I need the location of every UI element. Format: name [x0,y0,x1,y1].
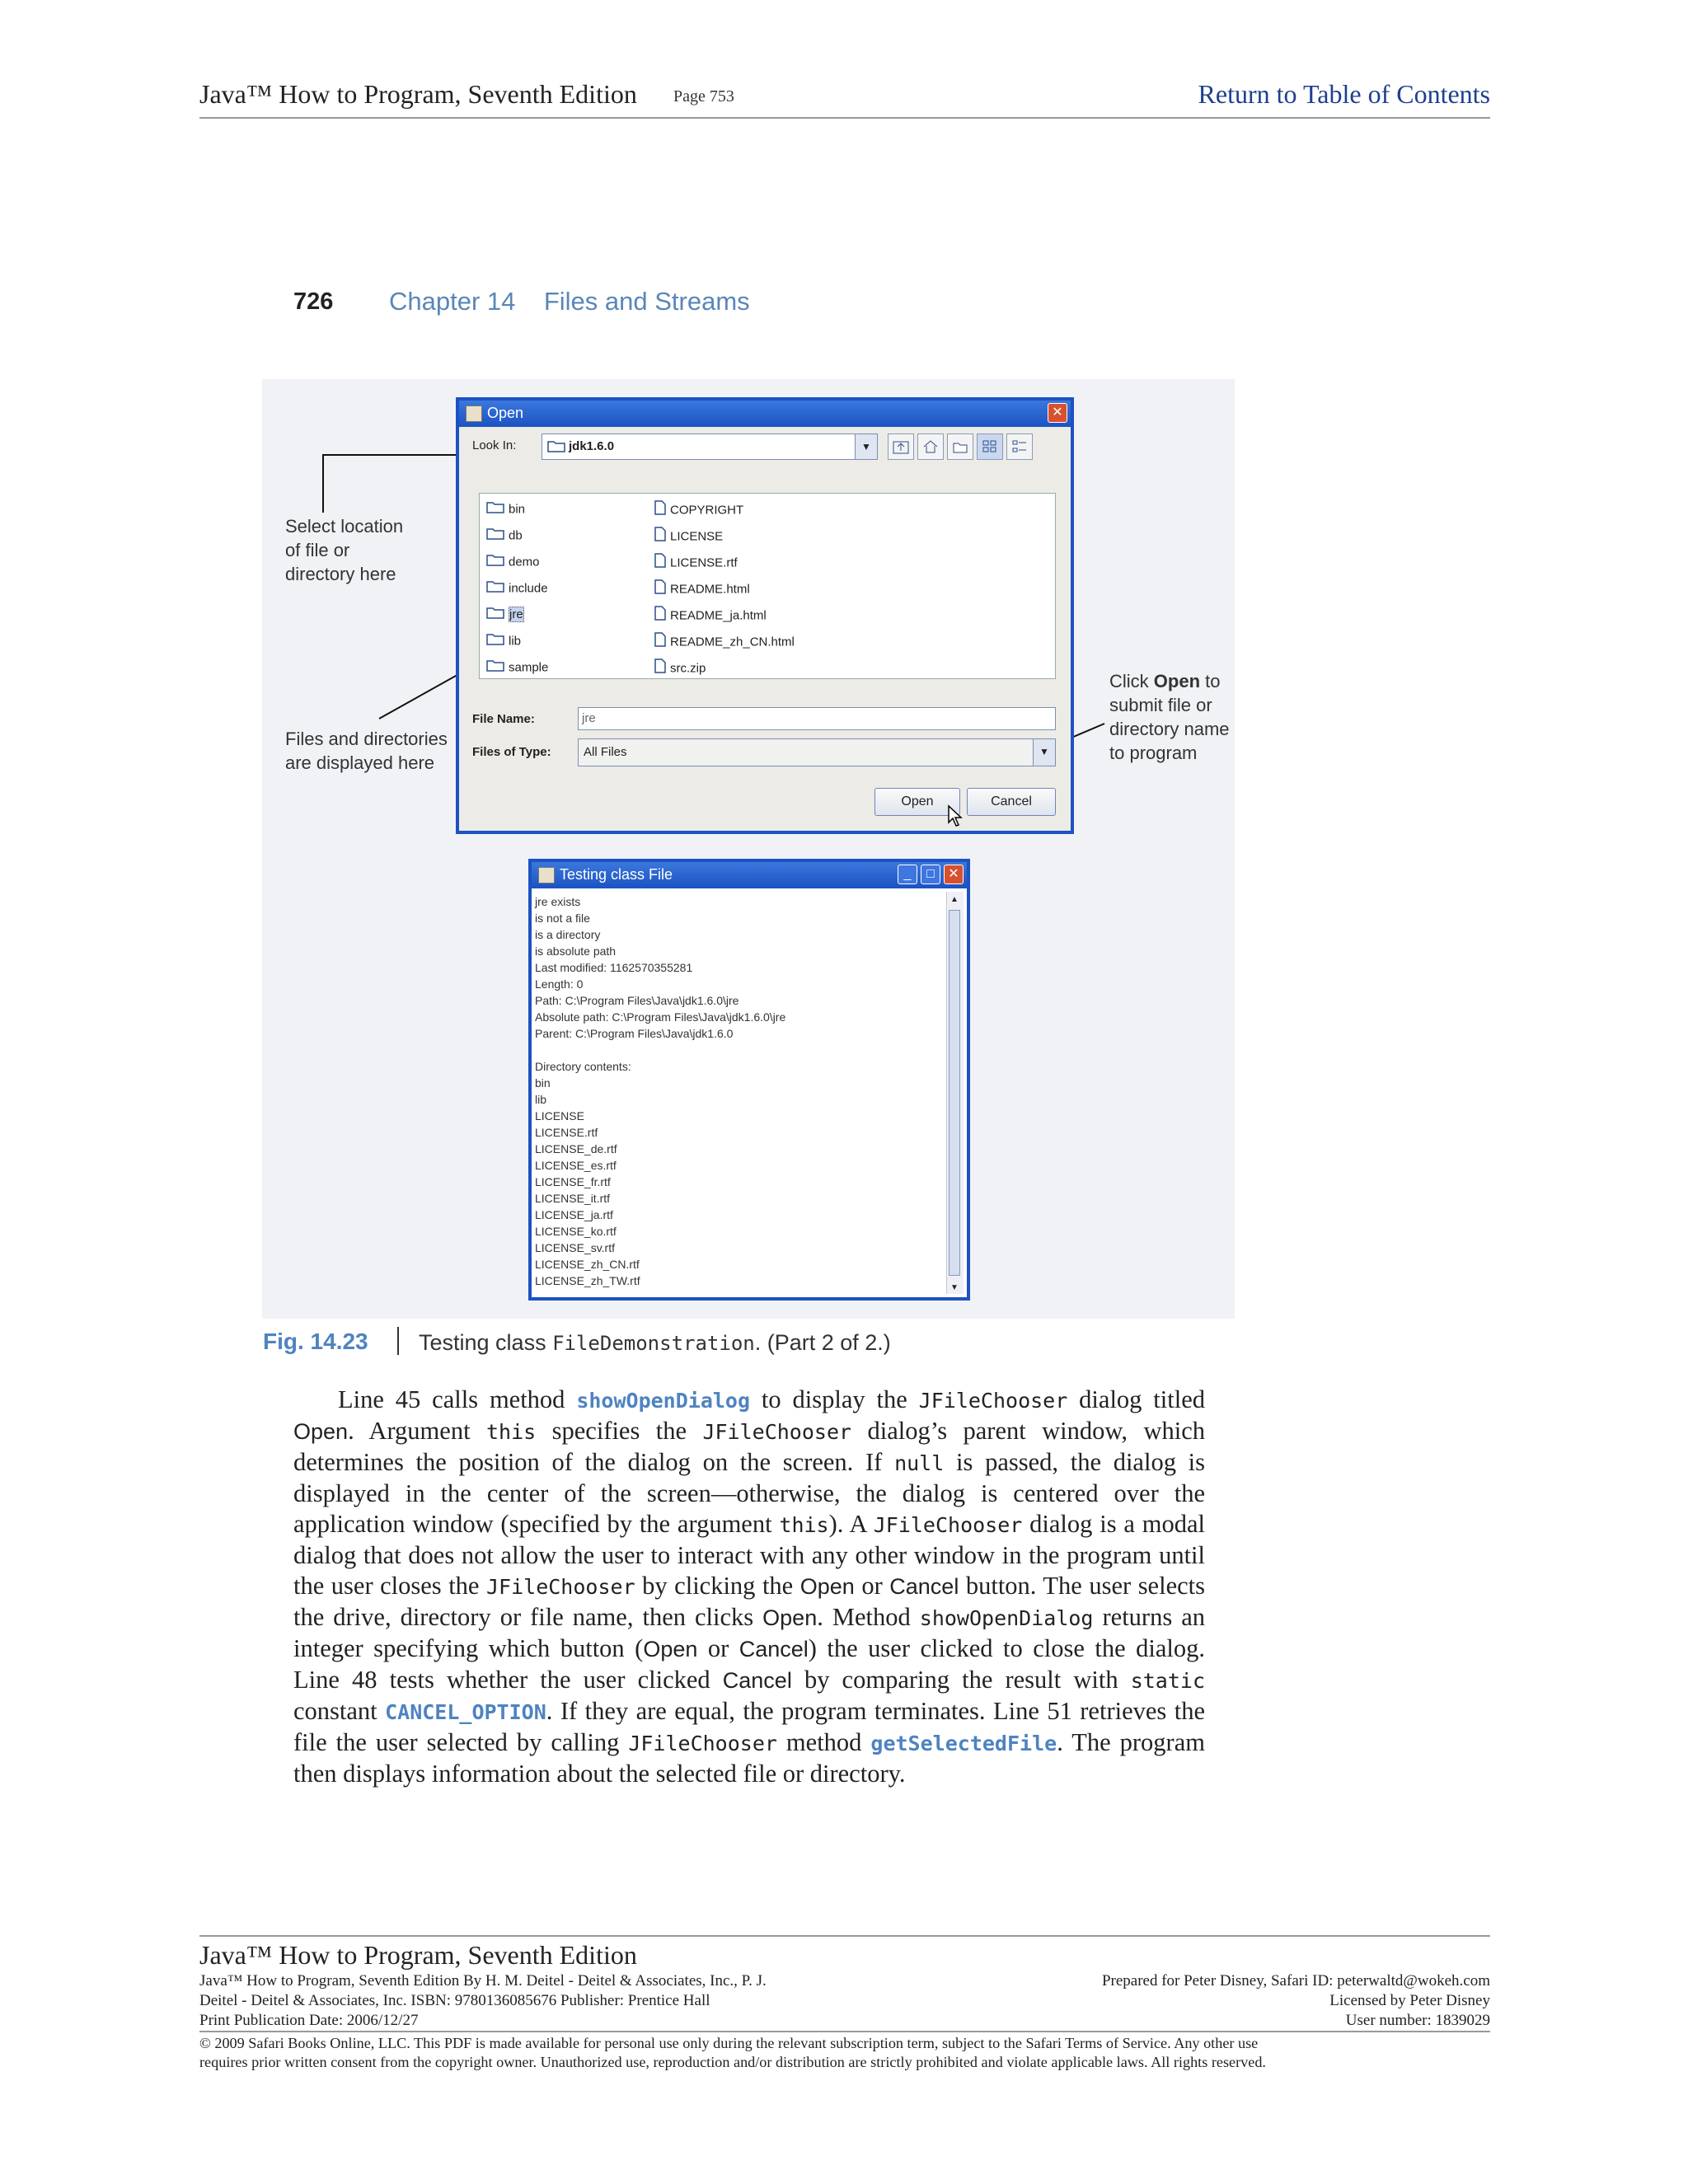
output-line: LICENSE_zh_CN.rtf [535,1258,640,1271]
file-item[interactable] [654,606,767,624]
file-item[interactable] [654,658,706,677]
footer-right-line: Prepared for Peter Disney, Safari ID: peterwaltd@wokeh.com [1101,1972,1490,1990]
folder-name: bin [509,502,526,517]
folder-item[interactable] [486,632,521,650]
output-line: LICENSE_ko.rtf [535,1225,617,1238]
chapter-title: Chapter 14 Files and Streams [389,287,750,316]
file-name: README.html [670,582,750,597]
callout-click-open-pre: Click [1109,671,1154,691]
toc-link[interactable]: Return to Table of Contents [1198,79,1490,109]
output-line: jre exists [535,895,581,908]
close-icon[interactable]: ✕ [944,865,964,884]
output-text-area[interactable] [535,893,939,1289]
testing-window [528,859,970,1301]
folder-item[interactable] [486,500,525,518]
output-line: LICENSE_zh_TW.rtf [535,1274,640,1287]
file-item[interactable] [654,553,738,571]
home-icon[interactable] [917,434,944,460]
file-type-label: Files of Type: [472,745,551,759]
up-one-level-icon[interactable] [888,434,914,460]
file-name: README_ja.html [670,608,767,623]
callout-files-dirs: Files and directories are displayed here [285,729,448,773]
file-icon [654,553,666,574]
folder-name: demo [509,555,540,569]
footer-right-line: Licensed by Peter Disney [1329,1992,1490,2009]
figure-caption [419,1330,891,1356]
output-line: LICENSE [535,1109,584,1122]
open-dialog-title: Open [487,405,524,421]
details-view-icon[interactable] [1006,434,1033,460]
folder-icon [486,658,504,677]
callout-click-open [1109,669,1241,765]
callout-select-location: Select location of file or directory here [285,516,404,584]
file-icon [654,579,666,600]
list-view-icon[interactable] [977,434,1003,460]
vertical-scrollbar[interactable] [946,892,964,1294]
footer-license-info [913,1971,1490,2031]
file-icon [654,606,666,626]
folder-name: lib [509,634,522,649]
file-name: src.zip [670,661,706,676]
testing-window-titlebar[interactable] [532,862,967,888]
footer-book-title: Java™ How to Program, Seventh Edition [199,1940,637,1970]
folder-icon [486,500,504,519]
file-icon [654,658,666,679]
header-page-label: Page 753 [673,87,734,105]
folder-item[interactable] [486,527,523,545]
copyright-line: requires prior written consent from the copyright owner. Unauthorized use, reproduction and/or distribution are strictly prohibited and violate applicable laws. All rights reserved. [199,2054,1266,2070]
folder-name: include [509,581,548,596]
output-line: LICENSE_ja.rtf [535,1208,613,1221]
footer-right-line: User number: 1839029 [1345,2012,1490,2029]
output-line: Length: 0 [535,977,584,991]
folder-icon [486,606,504,625]
output-line: is not a file [535,912,590,925]
body-paragraph: Line 45 calls method showOpenDialog to display the JFileChooser dialog titled Open. Argument this specifies the JFileChooser dialog’s parent window, which determines the position of the dialog on the screen. If null is passed, the dialog is displayed in the center of the screen—otherwise, the dialog is centered over the application window (specified by the argument this). A JFileChooser dialog is a modal dialog that does not allow the user to interact with any other window in the program until the user closes the JFileChooser by clicking the Open or Cancel button. The user selects the drive, directory or file name, then clicks Open. Method showOpenDialog returns an integer specifying which button (Open or Cancel) the user clicked to close the dialog. Line 48 tests whether the user clicked Cancel by comparing the result with static constant CANCEL_OPTION. If they are equal, the program terminates. Line 51 retrieves the file the user selected by calling JFileChooser method getSelectedFile. The program then displays information about the selected file or directory. [293,1385,1206,1788]
footer-left-line: Java™ How to Program, Seventh Edition By H. M. Deitel - Deitel & Associates, Inc., P. J. [199,1972,767,1990]
output-line: LICENSE_fr.rtf [535,1175,611,1188]
output-line: LICENSE_de.rtf [535,1142,617,1155]
file-name: LICENSE.rtf [670,555,738,570]
maximize-icon[interactable]: □ [921,865,940,884]
cancel-button[interactable]: Cancel [967,788,1056,816]
chevron-down-icon[interactable]: ▼ [1033,739,1055,766]
open-dialog-titlebar[interactable] [459,401,1071,427]
chevron-down-icon[interactable]: ▼ [855,434,877,459]
scroll-up-icon[interactable]: ▲ [950,895,959,904]
callout-click-open-bold: Open [1153,671,1201,691]
folder-name: jre [509,607,523,622]
footer-left-line: Print Publication Date: 2006/12/27 [199,2012,419,2029]
file-icon [654,527,666,547]
output-line: bin [535,1076,551,1090]
file-list[interactable] [479,493,1056,679]
folder-icon [486,632,504,651]
output-line: lib [535,1093,547,1106]
folder-icon [547,439,565,456]
open-dialog [456,397,1074,834]
output-line: LICENSE.rtf [535,1126,598,1139]
file-item[interactable] [654,527,723,545]
output-line: Parent: C:\Program Files\Java\jdk1.6.0 [535,1027,734,1040]
file-name-field[interactable]: jre [578,707,1056,730]
callout-click-open-post: to submit file or directory name to program [1109,671,1230,763]
look-in-combo[interactable] [542,434,878,460]
file-item[interactable] [654,579,750,598]
footer-copyright [199,2031,1490,2072]
folder-name: sample [509,660,549,675]
file-type-value: All Files [584,745,627,759]
file-name-label: File Name: [472,712,535,726]
folder-item[interactable] [486,606,524,624]
caption-divider [397,1327,399,1355]
new-folder-icon[interactable] [947,434,973,460]
close-icon[interactable]: ✕ [1048,403,1067,423]
folder-icon [486,553,504,572]
file-icon [654,632,666,653]
output-line: Directory contents: [535,1060,631,1073]
folder-item[interactable] [486,553,540,571]
output-line: LICENSE_sv.rtf [535,1241,615,1254]
file-icon [654,500,666,521]
testing-window-title: Testing class File [560,866,673,883]
folder-item[interactable] [486,658,548,677]
output-line: is a directory [535,928,601,941]
footer-publication-info [199,1971,941,2031]
output-line: Path: C:\Program Files\Java\jdk1.6.0\jre [535,994,739,1007]
copyright-line: © 2009 Safari Books Online, LLC. This PDF is made available for personal use only during the relevant subscription term, subject to the Safari Terms of Service. Any other use [199,2035,1259,2051]
folder-name: db [509,528,523,543]
output-line [535,1042,939,1058]
look-in-value: jdk1.6.0 [569,439,615,453]
folder-icon [486,527,504,546]
file-item[interactable] [654,632,795,650]
chapter-page-number: 726 [293,288,334,315]
file-name: LICENSE [670,529,724,544]
file-type-combo[interactable] [578,738,1056,766]
output-line: Absolute path: C:\Program Files\Java\jdk1.6.0\jre [535,1010,786,1024]
output-line: LICENSE_it.rtf [535,1192,611,1205]
output-line: Last modified: 1162570355281 [535,961,693,974]
folder-item[interactable] [486,579,548,598]
java-app-icon [538,867,555,883]
caption-text-post: . (Part 2 of 2.) [754,1330,891,1355]
scrollbar-thumb[interactable] [949,910,960,1276]
footer-left-line: Deitel - Deitel & Associates, Inc. ISBN: 9780136085676 Publisher: Prentice Hall [199,1992,710,2009]
look-in-label: Look In: [472,438,517,452]
output-line: LICENSE_es.rtf [535,1159,617,1172]
caption-code: FileDemonstration [552,1332,755,1355]
file-item[interactable] [654,500,743,518]
figure-label: Fig. 14.23 [263,1329,368,1354]
page-footer [199,1935,1490,2069]
output-line: is absolute path [535,944,617,958]
folder-icon [486,579,504,598]
minimize-icon[interactable]: _ [898,865,917,884]
caption-text-pre: Testing class [419,1330,553,1355]
header-book-title: Java™ How to Program, Seventh Edition [199,79,637,109]
mouse-pointer-icon [947,804,964,829]
open-button[interactable]: Open [874,788,960,816]
scroll-down-icon[interactable]: ▼ [950,1283,959,1292]
java-app-icon [466,405,482,422]
file-name: README_zh_CN.html [670,635,795,649]
file-name: COPYRIGHT [670,503,744,518]
